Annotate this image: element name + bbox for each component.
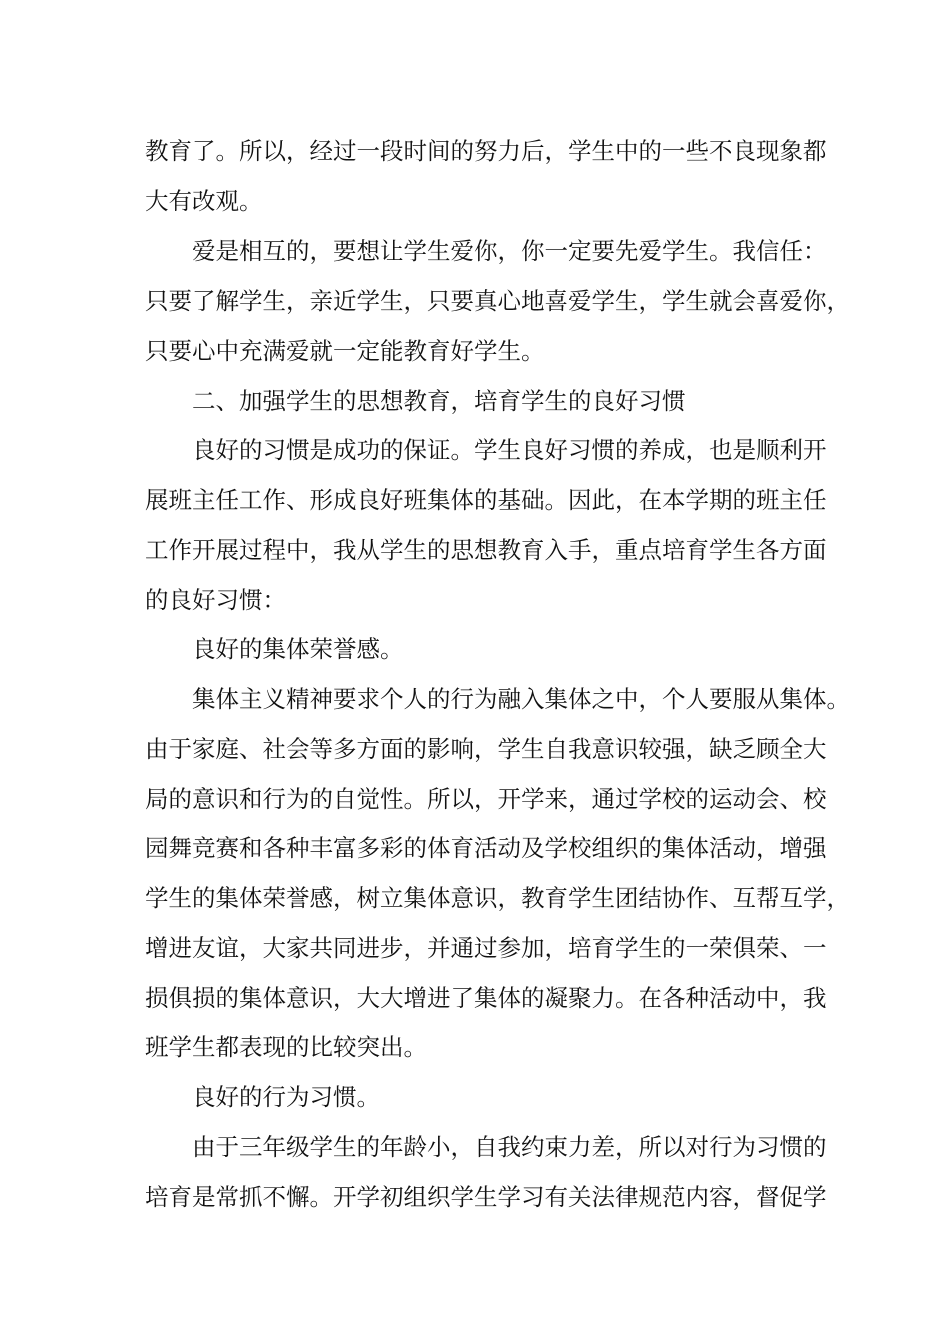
section-heading: 二、加强学生的思想教育，培育学生的良好习惯 [192, 387, 686, 415]
text-line: 班学生都表现的比较突出。 [145, 1033, 427, 1061]
text-line: 工作开展过程中，我从学生的思想教育入手，重点培育学生各方面 [145, 536, 827, 564]
text-line: 损俱损的集体意识，大大增进了集体的凝聚力。在各种活动中，我 [145, 984, 827, 1012]
paragraph-start: 集体主义精神要求个人的行为融入集体之中，个人要服从集体。 [192, 685, 850, 713]
text-line: 由于家庭、社会等多方面的影响，学生自我意识较强，缺乏顾全大 [145, 735, 827, 763]
text-line: 园舞竞赛和各种丰富多彩的体育活动及学校组织的集体活动，增强 [145, 834, 827, 862]
subheading: 良好的行为习惯。 [192, 1083, 380, 1111]
text-line: 学生的集体荣誉感，树立集体意识，教育学生团结协作、互帮互学， [145, 884, 850, 912]
text-line: 大有改观。 [145, 187, 263, 215]
text-line: 培育是常抓不懈。开学初组织学生学习有关法律规范内容，督促学 [145, 1183, 827, 1211]
paragraph-start: 由于三年级学生的年龄小，自我约束力差，所以对行为习惯的 [192, 1133, 827, 1161]
paragraph-start: 爱是相互的，要想让学生爱你，你一定要先爱学生。我信任： [192, 237, 827, 265]
text-line: 只要心中充满爱就一定能教育好学生。 [145, 337, 545, 365]
text-line: 教育了。所以，经过一段时间的努力后，学生中的一些不良现象都 [145, 137, 827, 165]
text-line: 局的意识和行为的自觉性。所以，开学来，通过学校的运动会、校 [145, 785, 827, 813]
paragraph-start: 良好的习惯是成功的保证。学生良好习惯的养成，也是顺利开 [192, 436, 827, 464]
text-line: 展班主任工作、形成良好班集体的基础。因此，在本学期的班主任 [145, 486, 827, 514]
text-line: 只要了解学生，亲近学生，只要真心地喜爱学生，学生就会喜爱你， [145, 287, 850, 315]
subheading: 良好的集体荣誉感。 [192, 635, 404, 663]
text-line: 的良好习惯： [145, 586, 286, 614]
text-line: 增进友谊，大家共同进步，并通过参加，培育学生的一荣俱荣、一 [145, 934, 827, 962]
